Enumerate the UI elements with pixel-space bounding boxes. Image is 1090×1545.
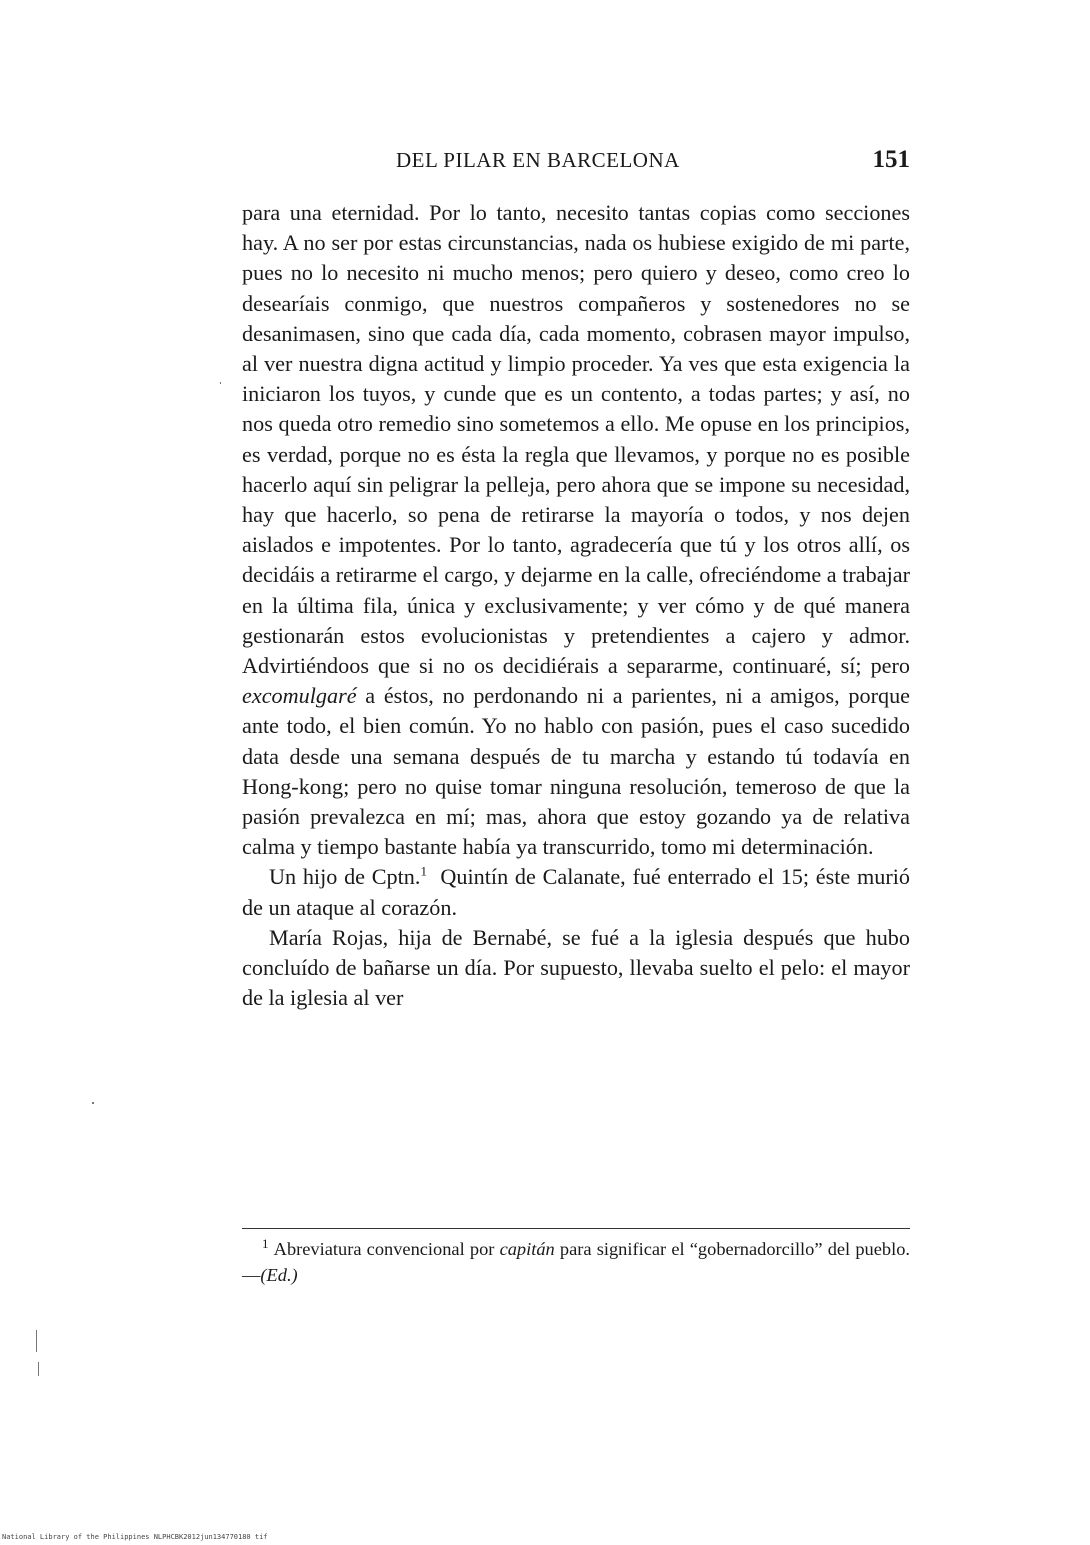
paragraph-1-text: para una eternidad. Por lo tanto, necesito tantas copias como secciones hay. A no ser por estas circunstancias, nada os hubiese exigido de mi parte, pues no lo necesito ni mucho menos; pero quiero y deseo, como creo lo desearíais conmigo, que nuestros compañeros y sostenedores no se desanimasen, sino que cada día, cada momento, cobrasen mayor impulso, al ver nuestra digna actitud y limpio proceder. Ya ves que esta exigencia la iniciaron los tuyos, y cunde que es un contento, a todas partes; y así, no nos queda otro remedio sino sometemos a ello. Me opuse en los principios, es verdad, porque no es ésta la regla que llevamos, y porque no es posible hacerlo aquí sin peligrar la pelleja, pero ahora que se impone su necesidad, hay que hacerlo, so pena de retirarse la mayoría o todos, y nos dejen aislados e impotentes. Por lo tanto, agradecería que tú y los otros allí, os decidáis a retirarme el cargo, y dejarme en la calle, ofreciéndome a trabajar en la última fila, única y exclusivamente; y ver cómo y de qué manera gestionarán estos evolucionistas y pretendientes a cajero y admor. Advirtiéndoos que si no os decidiérais a separarme, continuaré, sí; pero	[242, 200, 910, 679]
footnote-1	[242, 1236, 910, 1288]
footnote-marker: 1	[262, 1235, 269, 1251]
running-title: DEL PILAR EN BARCELONA	[396, 148, 680, 172]
footnotes	[242, 1236, 910, 1288]
footnote-text-end: para significar el “gobernadorcillo” del pueblo.—	[242, 1239, 910, 1285]
running-head	[242, 148, 910, 180]
paragraph-2	[242, 862, 910, 922]
scan-mark	[220, 382, 221, 384]
scan-mark	[92, 1102, 94, 1104]
paragraph-3-text: María Rojas, hija de Bernabé, se fué a la iglesia después que hubo concluído de bañarse un día. Por supuesto, llevaba suelto el pelo: el mayor de la iglesia al ver	[242, 924, 910, 1011]
footnote-ref: 1	[420, 864, 427, 880]
paragraph-2-end: Quintín de Calanate, fué enterrado el 15; éste murió de un ataque al corazón.	[242, 864, 911, 920]
scan-mark	[38, 1362, 39, 1376]
scan-mark	[36, 1330, 37, 1352]
footnote-text-start: Abreviatura convencional por	[273, 1239, 495, 1259]
body-text	[242, 198, 910, 1013]
page-number: 151	[872, 146, 910, 173]
paragraph-3	[242, 923, 910, 1014]
paragraph-1	[242, 198, 910, 862]
scan-stamp: National Library of the Philippines NLPHCBK2012jun134770180 tif	[2, 1533, 268, 1541]
paragraph-1-italic: excomulgaré	[242, 683, 357, 709]
paragraph-1-end: a éstos, no perdonando ni a parientes, ni a amigos, porque ante todo, el bien común. Yo no hablo con pasión, pues el caso sucedido data desde una semana después de tu marcha y estando tú todavía en Hong-kong; pero no quise tomar ninguna resolución, temeroso de que la pasión prevalezca en mí; mas, ahora que estoy gozando ya de relativa calma y tiempo bastante había ya transcurrido, tomo mi determinación.	[242, 683, 911, 860]
footnote-editor: (Ed.)	[260, 1265, 298, 1285]
footnote-divider	[242, 1228, 910, 1229]
paragraph-2-start: Un hijo de Cptn.	[269, 864, 421, 890]
footnote-italic: capitán	[499, 1239, 555, 1259]
